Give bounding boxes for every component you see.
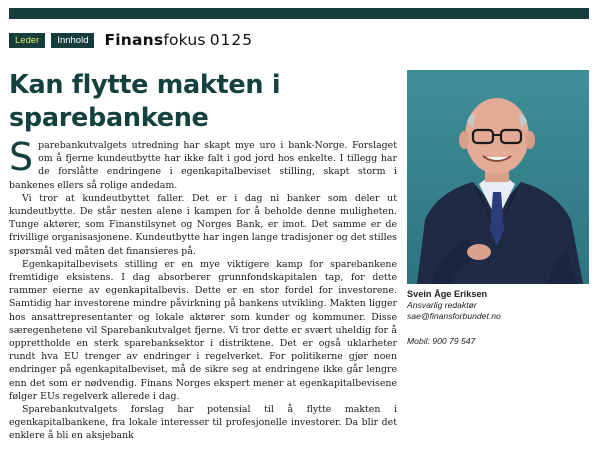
author-mobile: Mobil: 900 79 547 — [407, 335, 476, 346]
author-role: Ansvarlig redaktør — [407, 300, 477, 311]
article-headline: Kan flytte makten i sparebankene — [9, 70, 281, 133]
brand-name-bold: Finans — [104, 31, 164, 49]
drop-cap: S — [9, 135, 34, 179]
brand-name-light: fokus — [163, 31, 206, 49]
author-name: Svein Åge Eriksen — [407, 289, 488, 299]
author-photo — [407, 70, 589, 284]
article-paragraph-3: Egenkapitalbevisets stilling er en mye viktigere kamp for sparebankene fremtidige eksistens. I dag absorberer grunnfondskapitalen tap, for dette rammer eierne av egenkapitalbevis. Dette er en stor fordel for investorene. Samtidig har investorene mindre påvirkning på bankens utvikling. Makten ligger hos ansattrepresentanter og lokale aktører som kunder og kommuner. Disse særegenhetene vil Sparebankutvalget fjerne. Vi tror dette er svært uheldig for å opprettholde en sterk sparebanksektor i distriktene. Det er også uklarheter rundt hva EU trenger av endringer i regelverket. For politikerne gjør noen endringer på egenkapitalbeviset, må de sikre seg at endringene ikke går lengre enn det som er nødvendig. Finans Norges ekspert mener at egenkapitalbevisene følger EUs regelverk allerede i dag. — [9, 258, 397, 402]
nav-innhold-button[interactable]: Innhold — [51, 33, 94, 48]
issue-number: 0125 — [209, 31, 254, 49]
publication-logo — [104, 31, 253, 49]
header-color-bar — [9, 8, 589, 19]
article-paragraph-1-text: parebankutvalgets utredning har skapt mye uro i bank-Norge. Forslaget om å fjerne kundeutbytte har ikke falt i god jord hos enkelte. I tillegg har de forslåtte endringene i egenkapitalbeviset stilling, skapt storm i bankenes ellers så rolige andedam. — [9, 140, 397, 191]
nav-row — [9, 31, 253, 49]
nav-leder-button[interactable]: Leder — [9, 33, 45, 48]
article-paragraph-4: Sparebankutvalgets forslag har potensial til å flytte makten i egenkapitalbankene, fra lokale interesser til profesjonelle investorer. Da blir det enklere å bli en aksjebank — [9, 404, 397, 442]
article-paragraph-2: Vi tror at kundeutbyttet faller. Det er i dag ni banker som deler ut kundeutbytte. De står nesten alene i kampen for å beholde denne muligheten. Tunge aktører, som Finanstilsynet og Norges Bank, er imot. Det samme er de frivillige organisasjonene. Kundeutbytte har ingen lange tradisjoner og det stilles spørsmål ved måten det finansieres på. — [9, 192, 397, 257]
article-body — [9, 135, 397, 443]
article-paragraph-1 — [9, 135, 397, 192]
author-info — [407, 289, 589, 347]
author-email-link[interactable]: sae@finansforbundet.no — [407, 311, 501, 322]
author-portrait-illustration — [407, 70, 589, 284]
